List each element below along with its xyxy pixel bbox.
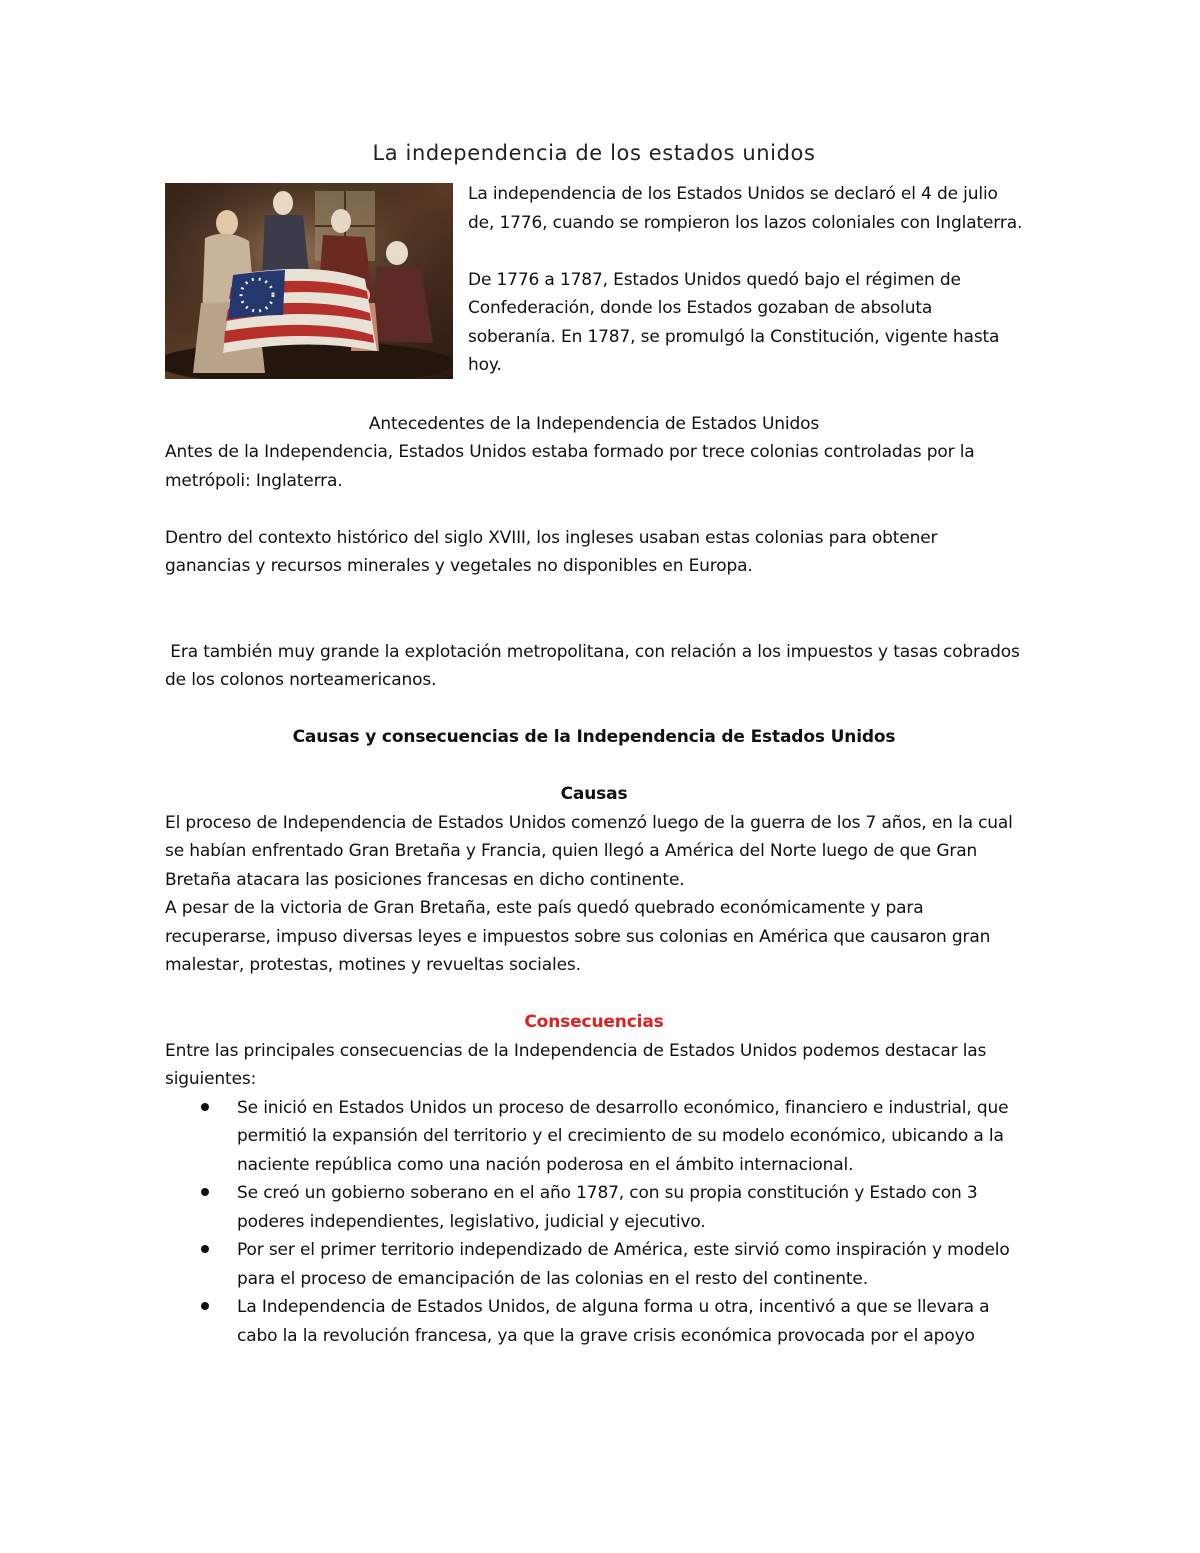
intro-paragraph-1: La independencia de los Estados Unidos se declaró el 4 de julio de, 1776, cuando se rompieron los lazos coloniales con Inglaterra. — [468, 184, 1023, 233]
list-item: Se creó un gobierno soberano en el año 1787, con su propia constitución y Estado con 3 poderes independientes, legislativo, judicial y ejecutivo. — [165, 1179, 1023, 1236]
antecedentes-paragraph-1: Antes de la Independencia, Estados Unidos estaba formado por trece colonias controladas por la metrópoli: Inglaterra. — [165, 442, 975, 491]
antecedentes-paragraph-2: Dentro del contexto histórico del siglo XVIII, los ingleses usaban estas colonias para obtener ganancias y recursos minerales y vegetales no disponibles en Europa. — [165, 527, 938, 576]
bullet-icon — [201, 1103, 209, 1111]
painting-image — [165, 183, 453, 379]
consecuencias-heading: Consecuencias — [524, 1012, 664, 1032]
intro-section — [165, 180, 1023, 381]
bullet-icon — [201, 1245, 209, 1253]
bullet-icon — [201, 1188, 209, 1196]
antecedentes-heading: Antecedentes de la Independencia de Estados Unidos — [368, 413, 820, 434]
causas-consecuencias-heading: Causas y consecuencias de la Independencia de Estados Unidos — [292, 727, 896, 747]
intro-paragraph-2: De 1776 a 1787, Estados Unidos quedó bajo el régimen de Confederación, donde los Estados gozaban de absoluta soberanía. En 1787, se promulgó la Constitución, vigente hasta hoy. — [468, 269, 1000, 375]
document-title: La independencia de los estados unidos — [372, 141, 816, 165]
causas-heading: Causas — [560, 784, 628, 804]
causas-paragraph-1: El proceso de Independencia de Estados Unidos comenzó luego de la guerra de los 7 años, en la cual se habían enfrentado Gran Bretaña y Francia, quien llegó a América del Norte luego de que Gran Bretaña atacara las posiciones francesas en dicho continente. — [165, 812, 1013, 890]
antecedentes-paragraph-3: Era también muy grande la explotación metropolitana, con relación a los impuestos y tasas cobrados de los colonos norteamericanos. — [165, 641, 1026, 690]
causas-paragraph-2: A pesar de la victoria de Gran Bretaña, este país quedó quebrado económicamente y para recuperarse, impuso diversas leyes e impuestos sobre sus colonias en América que causaron gran malestar, protestas, motines y revueltas sociales. — [165, 898, 991, 975]
document-content — [165, 138, 1026, 1350]
list-item: Se inició en Estados Unidos un proceso de desarrollo económico, financiero e industrial, que permitió la expansión del territorio y el crecimiento de su modelo económico, ubicando a la naciente república como una nación poderosa en el ámbito internacional. — [165, 1094, 1023, 1180]
bullet-icon — [201, 1302, 209, 1310]
list-item: La Independencia de Estados Unidos, de alguna forma u otra, incentivó a que se llevara a cabo la la revolución francesa, ya que la grave crisis económica provocada por el apoyo — [165, 1293, 1023, 1350]
list-item: Por ser el primer territorio independizado de América, este sirvió como inspiración y modelo para el proceso de emancipación de las colonias en el resto del continente. — [165, 1236, 1023, 1293]
consecuencias-intro: Entre las principales consecuencias de la Independencia de Estados Unidos podemos destacar las siguientes: — [165, 1040, 987, 1089]
consecuencias-list — [165, 1094, 1023, 1351]
